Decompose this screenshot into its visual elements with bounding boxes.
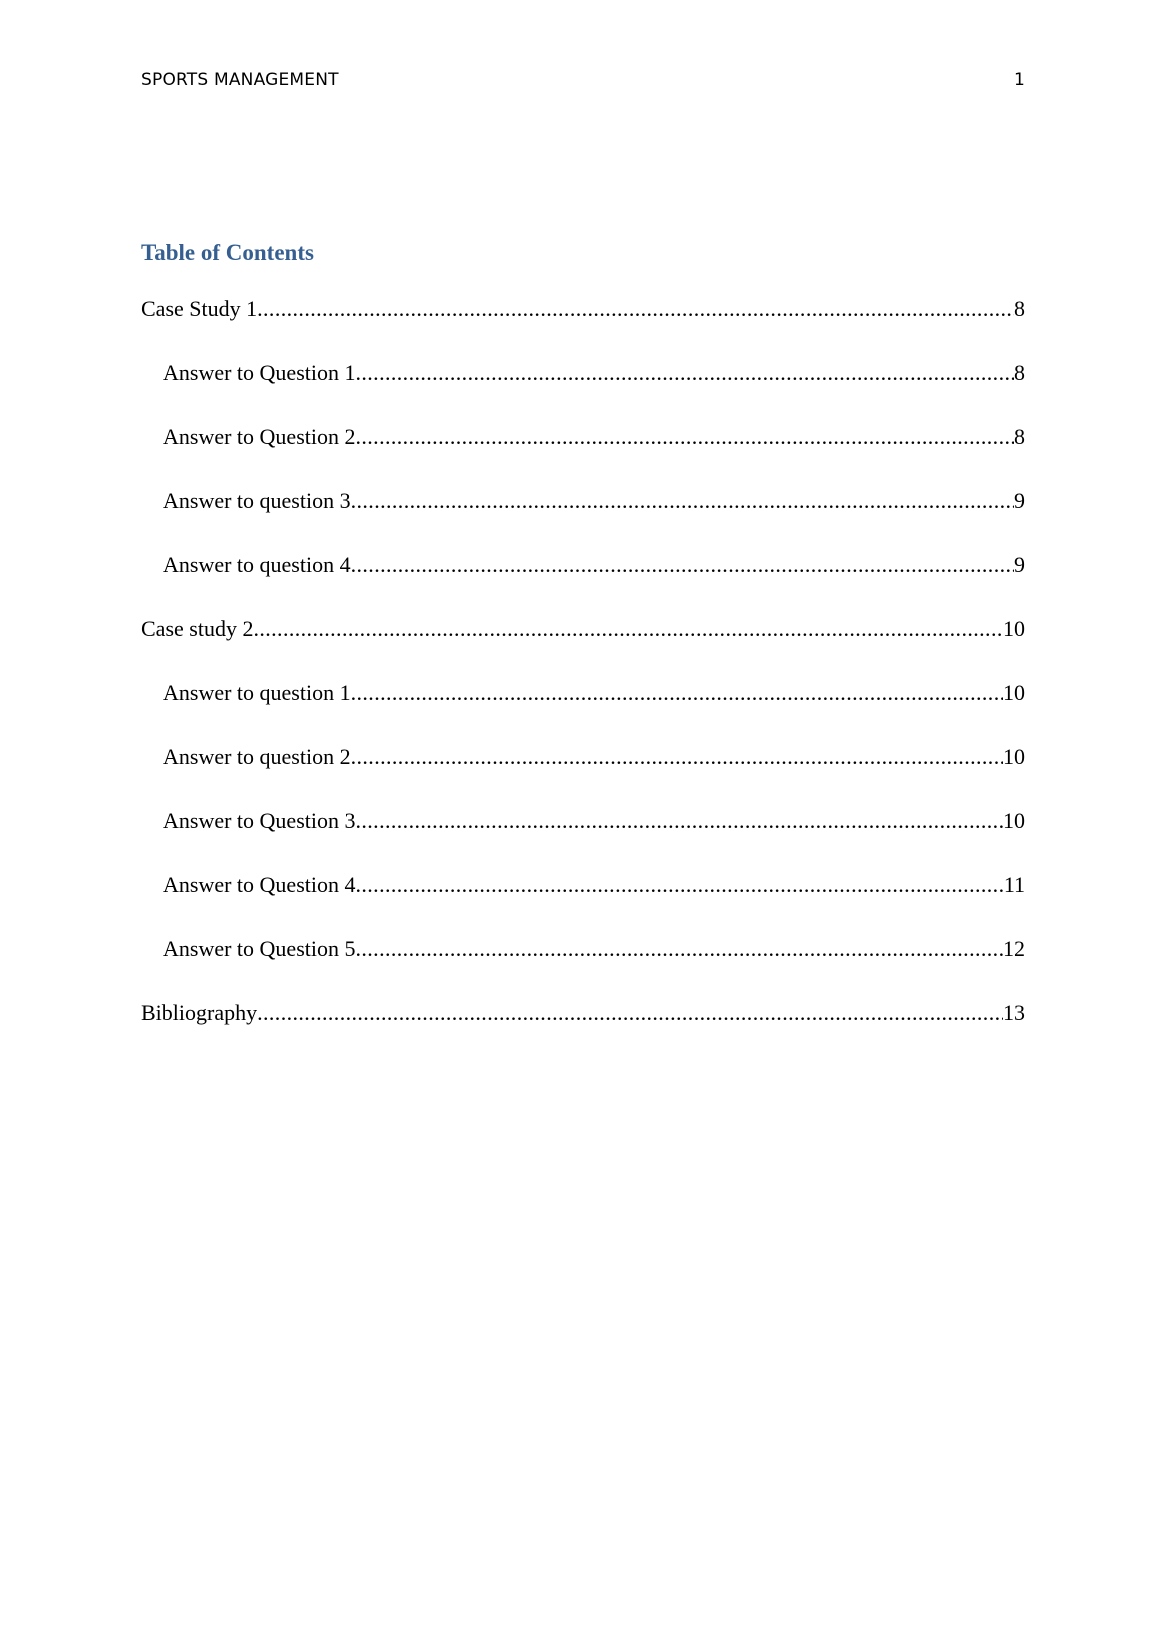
toc-dot-leader — [253, 611, 1003, 647]
toc-entry-page: 9 — [1014, 488, 1025, 513]
toc-entry-case-study-2[interactable] — [141, 611, 1025, 675]
toc-dot-leader — [351, 739, 1003, 775]
running-title: SPORTS MANAGEMENT — [141, 70, 339, 90]
toc-entry-label: Answer to Question 5 — [163, 936, 356, 961]
toc-entry-label: Answer to question 4 — [163, 552, 351, 577]
toc-entry-bibliography[interactable] — [141, 995, 1025, 1059]
toc-entry-cs1-answer-3[interactable] — [141, 483, 1025, 547]
toc-entry-cs2-answer-4[interactable] — [141, 867, 1025, 931]
toc-entry-page: 8 — [1014, 296, 1025, 321]
toc-entry-page: 12 — [1003, 936, 1025, 961]
toc-dot-leader — [355, 867, 1003, 903]
toc-entry-cs1-answer-2[interactable] — [141, 419, 1025, 483]
toc-dot-leader — [351, 547, 1014, 583]
toc-entry-page: 8 — [1014, 360, 1025, 385]
toc-entry-page: 10 — [1003, 808, 1025, 833]
toc-entry-label: Answer to Question 2 — [163, 424, 356, 449]
table-of-contents — [141, 291, 1025, 1059]
toc-entry-cs2-answer-5[interactable] — [141, 931, 1025, 995]
toc-dot-leader — [355, 803, 1003, 839]
toc-dot-leader — [351, 483, 1014, 519]
toc-dot-leader — [355, 931, 1003, 967]
toc-entry-label: Answer to Question 3 — [163, 808, 356, 833]
toc-entry-label: Answer to question 3 — [163, 488, 351, 513]
page-number: 1 — [1013, 70, 1025, 90]
toc-entry-label: Bibliography — [141, 1000, 258, 1025]
toc-entry-label: Case study 2 — [141, 616, 254, 641]
toc-entry-cs2-answer-1[interactable] — [141, 675, 1025, 739]
toc-entry-label: Answer to question 1 — [163, 680, 351, 705]
page-header — [141, 70, 1025, 90]
toc-entry-label: Answer to question 2 — [163, 744, 351, 769]
toc-entry-page: 8 — [1014, 424, 1025, 449]
toc-entry-page: 10 — [1003, 744, 1025, 769]
toc-entry-cs2-answer-3[interactable] — [141, 803, 1025, 867]
toc-dot-leader — [351, 675, 1003, 711]
toc-entry-page: 9 — [1014, 552, 1025, 577]
toc-entry-page: 13 — [1003, 1000, 1025, 1025]
toc-entry-cs2-answer-2[interactable] — [141, 739, 1025, 803]
toc-entry-label: Case Study 1 — [141, 296, 258, 321]
toc-entry-label: Answer to Question 1 — [163, 360, 356, 385]
toc-dot-leader — [257, 291, 1014, 327]
toc-entry-page: 10 — [1003, 616, 1025, 641]
toc-dot-leader — [355, 419, 1014, 455]
toc-entry-case-study-1[interactable] — [141, 291, 1025, 355]
toc-entry-page: 11 — [1003, 872, 1025, 897]
toc-dot-leader — [257, 995, 1003, 1031]
toc-title: Table of Contents — [141, 240, 314, 265]
toc-entry-cs1-answer-4[interactable] — [141, 547, 1025, 611]
toc-entry-page: 10 — [1003, 680, 1025, 705]
toc-entry-cs1-answer-1[interactable] — [141, 355, 1025, 419]
toc-entry-label: Answer to Question 4 — [163, 872, 356, 897]
toc-dot-leader — [355, 355, 1014, 391]
